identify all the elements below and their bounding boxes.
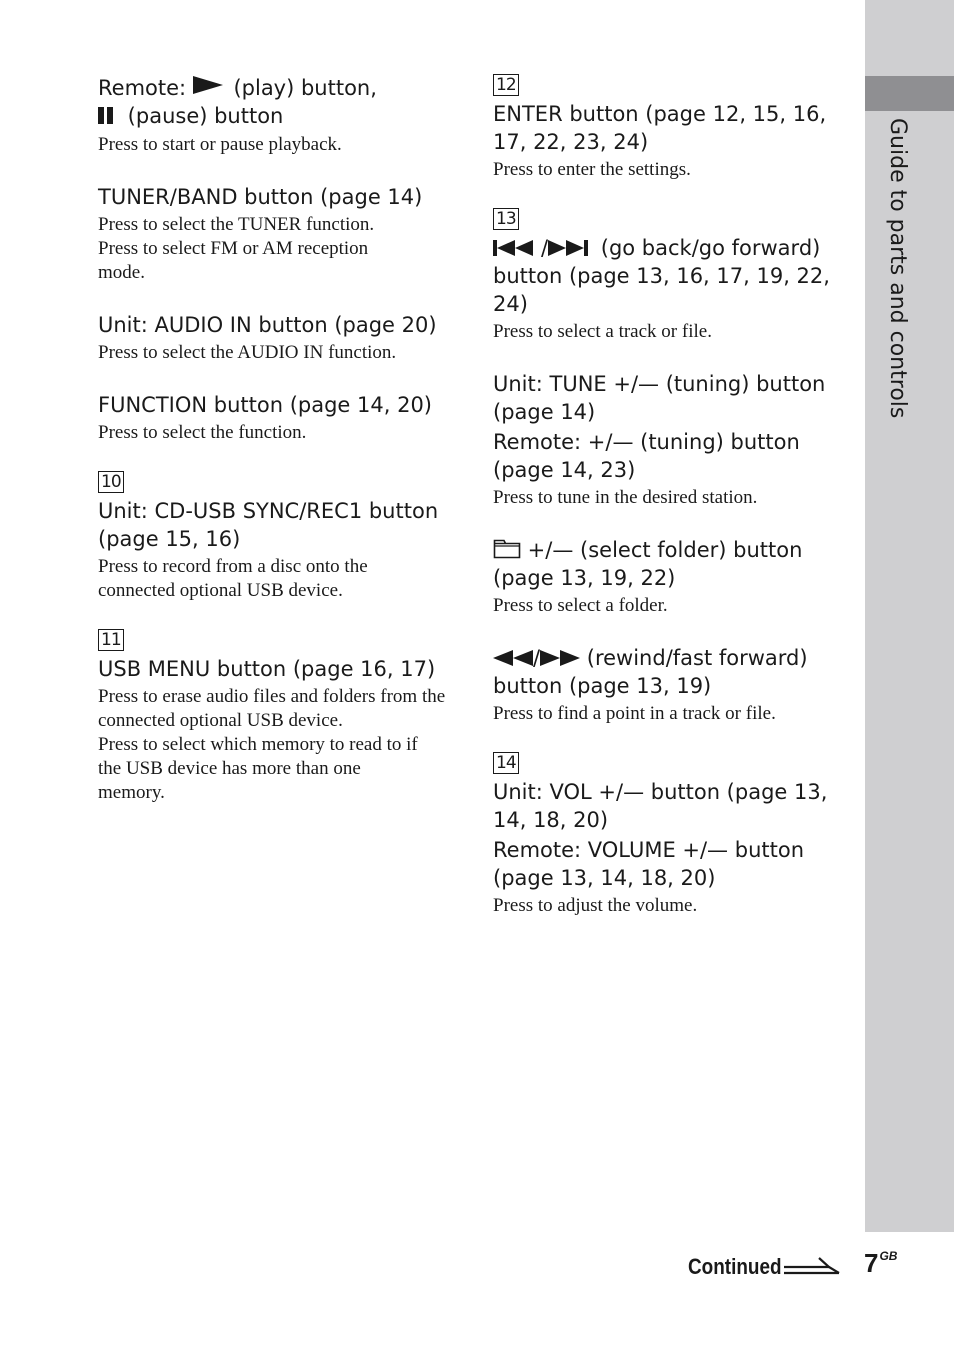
entry-14 [493,752,838,918]
entry-tune [493,370,838,510]
entry-12 [493,74,838,182]
sidebar-tab-marker [865,76,954,111]
audio-in-description: Press to select the AUDIO IN function. [98,342,397,363]
rewind-icon [493,649,533,667]
tuner-band-description-2: Press to select FM or AM reception mode. [98,238,369,283]
go-back-forward-heading: / (go back/go forward) button (page 13, 16, 17, 19, 22, 24) [493,236,830,316]
continued-arrow-icon [783,1255,841,1279]
folder-icon [493,539,521,559]
vol-unit-heading: Unit: VOL +/— button (page 13, 14, 18, 20) [493,780,828,832]
entry-13 [493,208,838,344]
usb-menu-description-1: Press to erase audio files and folders from the connected optional USB device. [98,686,446,731]
cd-usb-sync-heading: Unit: CD-USB SYNC/REC1 button (page 15, 16) [98,499,439,551]
entry-tuner-band [98,183,453,285]
page-region-code: GB [879,1249,898,1263]
usb-menu-heading: USB MENU button (page 16, 17) [98,657,436,681]
left-column [98,74,453,831]
fast-forward-icon [540,649,580,667]
entry-audio-in [98,311,453,365]
rewind-forward-heading: / (rewind/fast forward) button (page 13, 19) [493,646,808,698]
cd-usb-sync-description: Press to record from a disc onto the connected optional USB device. [98,556,368,601]
entry-10 [98,471,453,603]
go-back-forward-description: Press to select a track or file. [493,321,712,342]
entry-folder [493,536,838,618]
rewind-forward-description: Press to find a point in a track or file. [493,703,776,724]
page-number: $7^{GB}$ [864,1248,898,1278]
function-description: Press to select the function. [98,422,307,443]
select-folder-heading: +/— (select folder) button (page 13, 19, 22) [493,538,803,590]
item-number-11: 11 [98,629,124,651]
play-icon [193,76,223,94]
play-pause-description: Press to start or pause playback. [98,134,342,155]
pause-icon [98,103,116,131]
volume-remote-heading: Remote: VOLUME +/— button (page 13, 14, 18, 20) [493,838,805,890]
entry-rewind [493,644,838,726]
volume-description: Press to adjust the volume. [493,895,698,916]
enter-description: Press to enter the settings. [493,159,691,180]
entry-play-pause [98,74,453,157]
item-number-12: 12 [493,74,519,96]
usb-menu-description-2: Press to select which memory to read to if the USB device has more than one memory. [98,734,418,803]
select-folder-description: Press to select a folder. [493,595,668,616]
play-pause-heading: Remote: (play) button, (pause) button [98,74,453,131]
item-number-13: 13 [493,208,519,230]
tune-unit-heading: Unit: TUNE +/— (tuning) button (page 14) [493,372,826,424]
next-track-icon [548,239,594,257]
entry-11 [98,629,453,805]
item-number-10: 10 [98,471,124,493]
right-column [493,74,838,944]
previous-track-icon [493,239,541,257]
sidebar-section-label: Guide to parts and controls [885,118,910,419]
item-number-14: 14 [493,752,519,774]
tune-remote-heading: Remote: +/— (tuning) button (page 14, 23) [493,430,800,482]
audio-in-heading: Unit: AUDIO IN button (page 20) [98,313,437,337]
function-heading: FUNCTION button (page 14, 20) [98,393,433,417]
enter-heading: ENTER button (page 12, 15, 16, 17, 22, 23, 24) [493,102,827,154]
tuner-band-heading: TUNER/BAND button (page 14) [98,185,423,209]
tune-description: Press to tune in the desired station. [493,487,758,508]
continued-label: Continued [688,1254,782,1279]
tuner-band-description-1: Press to select the TUNER function. [98,214,375,235]
entry-function [98,391,453,445]
